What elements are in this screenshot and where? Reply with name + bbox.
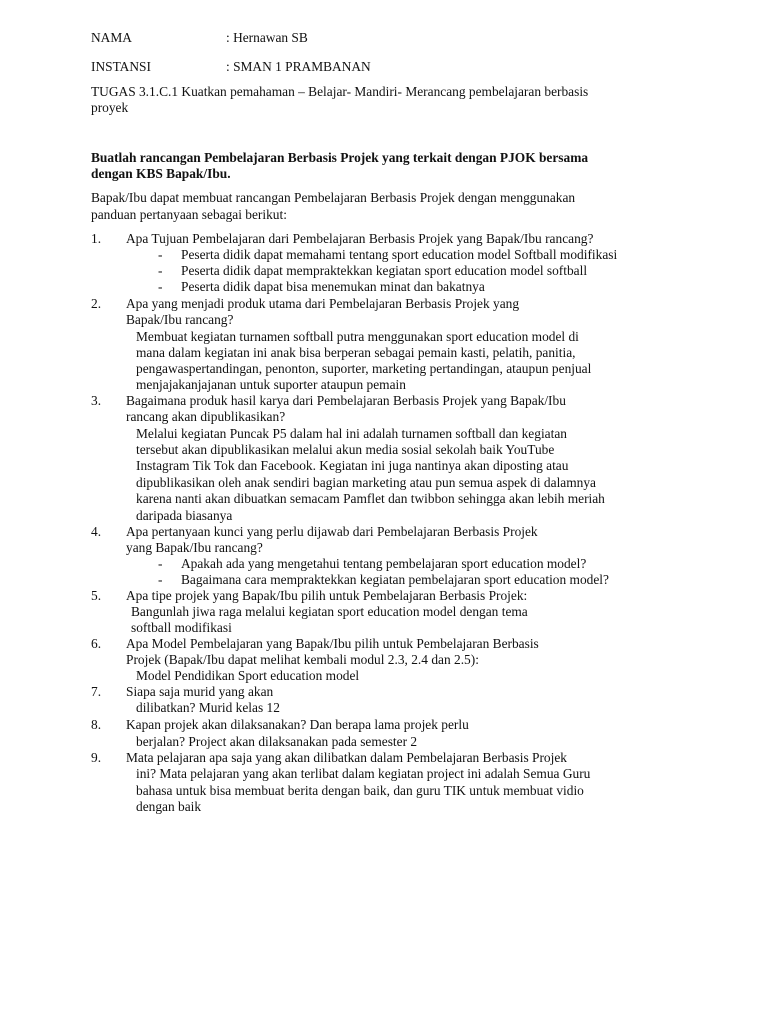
q6-question-line1: Apa Model Pembelajaran yang Bapak/Ibu pilih untuk Pembelajaran Berbasis [126, 636, 539, 651]
q1-bullet-3: Peserta didik dapat bisa menemukan minat dan bakatnya [181, 279, 485, 294]
q3-answer-line4: dipublikasikan oleh anak sendiri bagian marketing atau pun semua aspek di dalamnya [136, 475, 596, 490]
instruction-line2: dengan KBS Bapak/Ibu. [91, 166, 231, 181]
q4-bullet-1: Apakah ada yang mengetahui tentang pembelajaran sport education model? [181, 556, 587, 571]
q2-answer-line4: menjajakanjajanan untuk suporter ataupun pemain [136, 377, 406, 392]
q1-bullet-2: Peserta didik dapat mempraktekkan kegiatan sport education model softball [181, 263, 588, 278]
q3-question-line2: rancang akan dipublikasikan? [126, 409, 286, 424]
q4-question-line2: yang Bapak/Ibu rancang? [126, 540, 263, 555]
q2-number: 2. [91, 296, 102, 311]
q4-bullet-2: Bagaimana cara mempraktekkan kegiatan pembelajaran sport education model? [181, 572, 609, 587]
q2-question-line1: Apa yang menjadi produk utama dari Pembelajaran Berbasis Projek yang [126, 296, 520, 311]
tugas-title-line1: TUGAS 3.1.C.1 Kuatkan pemahaman – Belajar- Mandiri- Merancang pembelajaran berbasis [91, 84, 589, 99]
q5-answer-line1: Bangunlah jiwa raga melalui kegiatan sport education model dengan tema [131, 604, 528, 619]
instruction-line1: Buatlah rancangan Pembelajaran Berbasis Projek yang terkait dengan PJOK bersama [91, 150, 589, 165]
q3-answer-line3: Instagram Tik Tok dan Facebook. Kegiatan ini juga nantinya akan diposting atau [136, 458, 569, 473]
intro-line2: panduan pertanyaan sebagai berikut: [91, 207, 287, 222]
q4-number: 4. [91, 524, 102, 539]
tugas-title-line2: proyek [91, 100, 129, 115]
q9-number: 9. [91, 750, 102, 765]
q6-number: 6. [91, 636, 102, 651]
q3-answer-line5: karena nanti akan dibuatkan semacam Pamflet dan twibbon sehingga akan lebih meriah [136, 491, 605, 506]
q3-number: 3. [91, 393, 102, 408]
bullet-dash: - [158, 263, 163, 278]
q3-answer-line1: Melalui kegiatan Puncak P5 dalam hal ini adalah turnamen softball dan kegiatan [136, 426, 567, 441]
q9-line3: bahasa untuk bisa membuat berita dengan baik, dan guru TIK untuk membuat vidio [136, 783, 584, 798]
q3-answer-line2: tersebut akan dipublikasikan melalui akun media sosial sekolah baik YouTube [136, 442, 555, 457]
q9-line1: Mata pelajaran apa saja yang akan dilibatkan dalam Pembelajaran Berbasis Projek [126, 750, 567, 765]
q4-question-line1: Apa pertanyaan kunci yang perlu dijawab dari Pembelajaran Berbasis Projek [126, 524, 538, 539]
q8-number: 8. [91, 717, 102, 732]
q2-answer-line2: mana dalam kegiatan ini anak bisa berperan sebagai pemain kasti, pelatih, panitia, [136, 345, 576, 360]
q7-question-line2: dilibatkan? Murid kelas 12 [136, 700, 280, 715]
bullet-dash: - [158, 572, 163, 587]
intro-line1: Bapak/Ibu dapat membuat rancangan Pembelajaran Berbasis Projek dengan menggunakan [91, 190, 576, 205]
q2-answer-line3: pengawaspertandingan, penonton, suporter, marketing pertandingan, ataupun penjual [136, 361, 592, 376]
q1-number: 1. [91, 231, 102, 246]
q6-answer: Model Pendidikan Sport education model [136, 668, 360, 683]
bullet-dash: - [158, 279, 163, 294]
q2-question-line2: Bapak/Ibu rancang? [126, 312, 234, 327]
q9-line4: dengan baik [136, 799, 202, 814]
q8-question-line1: Kapan projek akan dilaksanakan? Dan berapa lama projek perlu [126, 717, 469, 732]
q5-answer-line2: softball modifikasi [131, 620, 232, 635]
q7-question-line1: Siapa saja murid yang akan [126, 684, 274, 699]
nama-value: : Hernawan SB [226, 30, 308, 45]
q5-question: Apa tipe projek yang Bapak/Ibu pilih untuk Pembelajaran Berbasis Projek: [126, 588, 528, 603]
q6-question-line2: Projek (Bapak/Ibu dapat melihat kembali modul 2.3, 2.4 dan 2.5): [126, 652, 479, 667]
q1-question: Apa Tujuan Pembelajaran dari Pembelajaran Berbasis Projek yang Bapak/Ibu rancang? [126, 231, 594, 246]
nama-label: NAMA [91, 30, 132, 45]
instansi-value: : SMAN 1 PRAMBANAN [226, 59, 371, 74]
q1-bullet-1: Peserta didik dapat memahami tentang sport education model Softball modifikasi [181, 247, 618, 262]
q3-answer-line6: daripada biasanya [136, 508, 233, 523]
q3-question-line1: Bagaimana produk hasil karya dari Pembelajaran Berbasis Projek yang Bapak/Ibu [126, 393, 566, 408]
bullet-dash: - [158, 556, 163, 571]
q9-line2: ini? Mata pelajaran yang akan terlibat dalam kegiatan project ini adalah Semua Guru [136, 766, 591, 781]
q2-answer-line1: Membuat kegiatan turnamen softball putra menggunakan sport education model di [136, 329, 579, 344]
instansi-label: INSTANSI [91, 59, 151, 74]
q7-number: 7. [91, 684, 102, 699]
bullet-dash: - [158, 247, 163, 262]
q5-number: 5. [91, 588, 102, 603]
q8-question-line2: berjalan? Project akan dilaksanakan pada semester 2 [136, 734, 418, 749]
